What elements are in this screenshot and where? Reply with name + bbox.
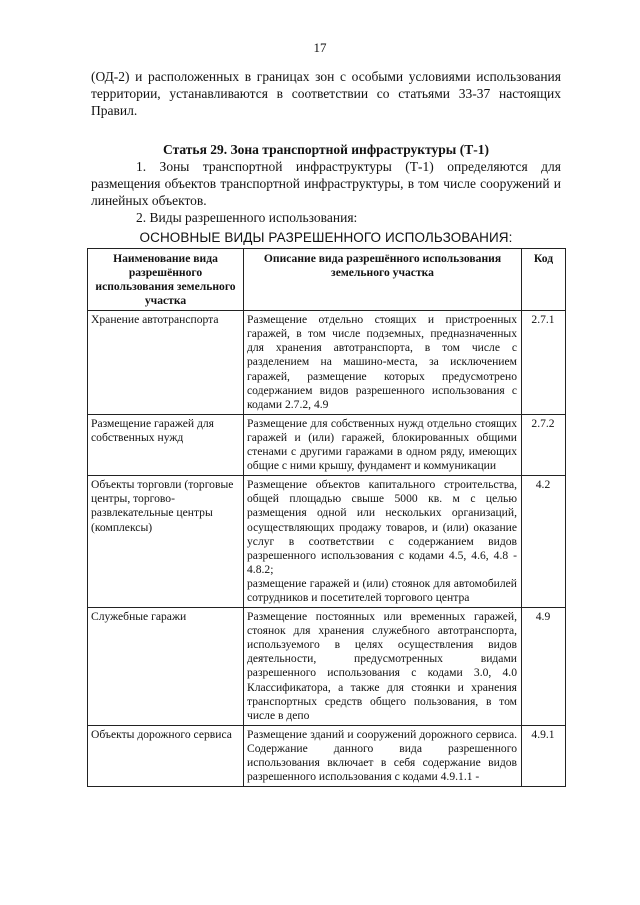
row-description <box>244 725 522 786</box>
page-number: 17 <box>313 40 327 55</box>
row-code: 4.9 <box>522 608 566 726</box>
row-description <box>244 476 522 608</box>
table-row <box>88 476 566 608</box>
row-name: Хранение автотранспорта <box>88 311 244 415</box>
header-code: Код <box>522 248 566 310</box>
land-use-table <box>87 248 566 787</box>
table-row <box>88 608 566 726</box>
row-code: 4.2 <box>522 476 566 608</box>
article-title: Статья 29. Зона транспортной инфраструктуры (Т-1) <box>163 141 489 157</box>
section-title: ОСНОВНЫЕ ВИДЫ РАЗРЕШЕННОГО ИСПОЛЬЗОВАНИЯ: <box>139 229 513 245</box>
row-description <box>244 608 522 726</box>
row-description-text: Размещение для собственных нужд отдельно стоящих гаражей и (или) гаражей, блокированных общими стенами с другими гаражами в одном ряду, имеющих общие с ними крышу, фундамент и коммуникации <box>247 416 517 473</box>
row-description <box>244 414 522 475</box>
row-name: Объекты торговли (торговые центры, торгово-развлекательные центры (комплексы) <box>88 476 244 608</box>
row-code: 4.9.1 <box>522 725 566 786</box>
document-body <box>91 68 561 787</box>
row-description-text: Размещение постоянных или временных гаражей, стоянок для хранения служебного автотранспорта, используемого в целях осуществления видов деятельности, предусмотренных видами разрешенного использования с кодами 3.0, 4.0 Классификатора, а также для стоянки и хранения транспортных средств общего пользования, в том числе в депо <box>247 610 517 722</box>
row-name: Служебные гаражи <box>88 608 244 726</box>
table-row <box>88 414 566 475</box>
row-description-text: размещение гаражей и (или) стоянок для автомобилей сотрудников и посетителей торгового центра <box>247 576 517 604</box>
row-code: 2.7.1 <box>522 311 566 415</box>
row-name: Размещение гаражей для собственных нужд <box>88 414 244 475</box>
article-paragraph-1: 1. Зоны транспортной инфраструктуры (Т-1) определяются для размещения объектов транспортной инфраструктуры, в том числе сооружений и линейных объектов. <box>91 158 561 209</box>
row-name: Объекты дорожного сервиса <box>88 725 244 786</box>
table-row <box>88 311 566 415</box>
row-description-text: Размещение отдельно стоящих и пристроенных гаражей, в том числе подземных, предназначенных для хранения автотранспорта, в том числе с разделением на машино-места, за исключением гаражей, размещение которых предусмотрено содержанием видов разрешенного использования с кодами 2.7.2, 4.9 <box>247 313 517 411</box>
header-description: Описание вида разрешённого использования земельного участка <box>244 248 522 310</box>
table-header-row <box>88 248 566 310</box>
article-paragraph-2: 2. Виды разрешенного использования: <box>136 210 358 226</box>
row-description <box>244 311 522 415</box>
row-code: 2.7.2 <box>522 414 566 475</box>
table-row <box>88 725 566 786</box>
row-description-text: Размещение зданий и сооружений дорожного сервиса. Содержание данного вида разрешенного использования включает в себя содержание видов разрешенного использования с кодами 4.9.1.1 - <box>247 727 517 784</box>
row-description-text: Размещение объектов капитального строительства, общей площадью свыше 5000 кв. м с целью размещения одной или нескольких организаций, осуществляющих продажу товаров, и (или) оказание услуг в соответствии с содержанием видов разрешенного использования с кодами 4.5, 4.6, 4.8 - 4.8.2; <box>247 478 517 576</box>
header-name: Наименование вида разрешённого использования земельного участка <box>88 248 244 310</box>
intro-paragraph: (ОД-2) и расположенных в границах зон с особыми условиями использования территории, устанавливаются в соответствии со статьями 33-37 настоящих Правил. <box>91 69 561 119</box>
